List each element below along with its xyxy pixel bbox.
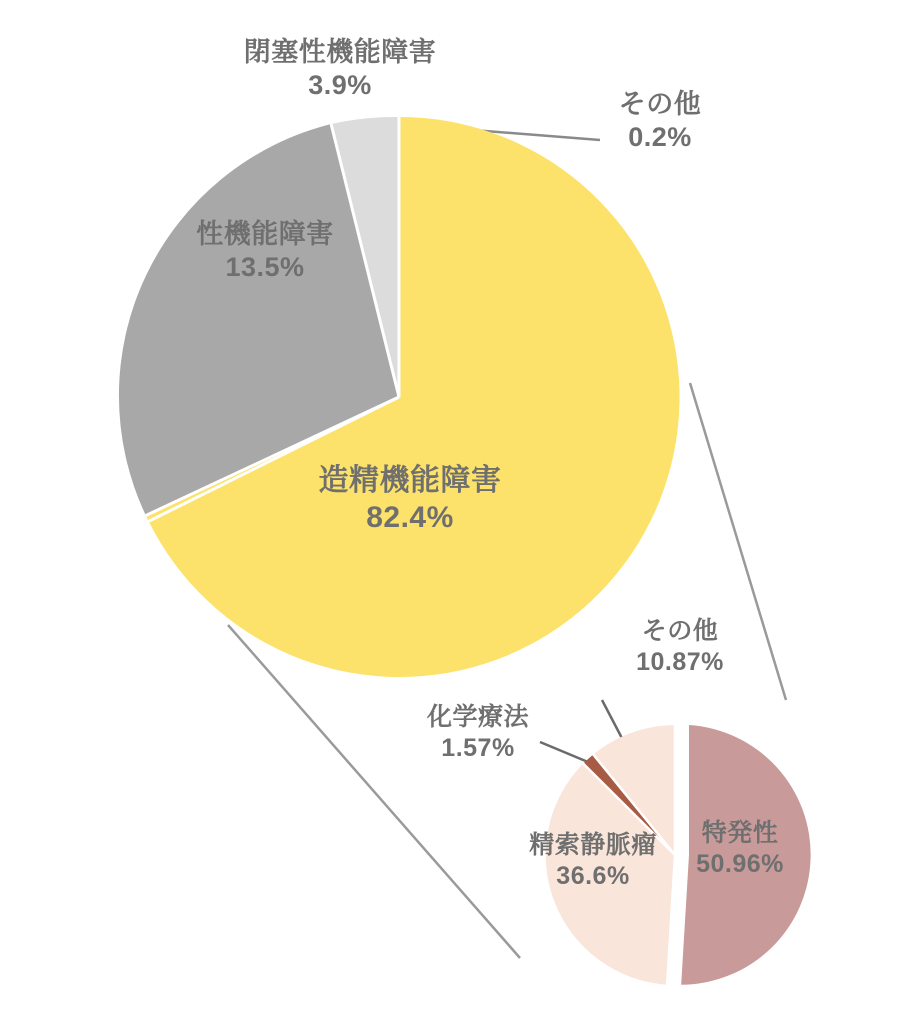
label-sub-other-value: 10.87% [636,647,724,676]
label-sexual-value: 13.5% [225,251,305,282]
label-obstructive-name: 閉塞性機能障害 [243,37,437,67]
label-obstructive-value: 3.9% [308,69,372,100]
label-sub-other [570,616,790,677]
label-chemo [378,702,578,763]
label-sexual [140,218,390,284]
label-sexual-name: 性機能障害 [196,219,334,249]
label-other-main-value: 0.2% [628,121,692,152]
label-spermatogenic [250,463,570,536]
label-spermatogenic-value: 82.4% [366,500,454,534]
label-sub-other-name: その他 [641,617,719,645]
label-other-main [540,88,780,154]
label-other-main-name: その他 [618,89,702,119]
label-varicocele-name: 精索静脈瘤 [529,831,657,859]
label-varicocele-value: 36.6% [556,861,630,890]
main-pie [119,117,680,677]
label-spermatogenic-name: 造精機能障害 [318,464,502,497]
label-idiopathic [655,818,825,879]
label-idiopathic-value: 50.96% [696,849,784,878]
label-chemo-name: 化学療法 [426,703,529,731]
label-chemo-value: 1.57% [441,733,515,762]
label-obstructive [180,36,500,102]
label-idiopathic-name: 特発性 [701,819,779,847]
